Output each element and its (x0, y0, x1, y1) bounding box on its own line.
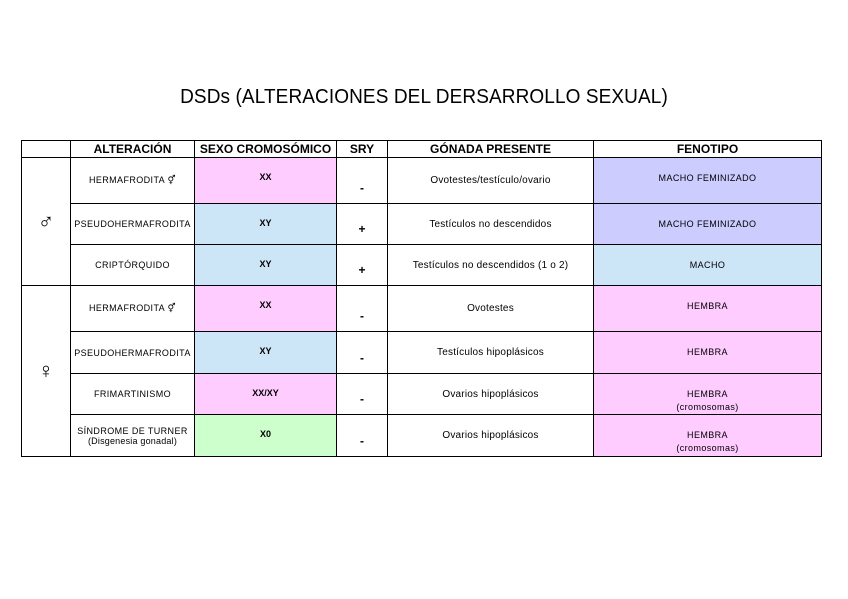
table-row (22, 245, 822, 286)
alteracion-cell: CRIPTÓRQUIDO (71, 245, 195, 286)
alteracion-cell (71, 286, 195, 332)
gonada-cell: Testículos no descendidos (388, 204, 594, 245)
fenotipo-cell: MACHO FEMINIZADO (594, 158, 822, 204)
intersex-icon: ⚥ (167, 304, 177, 314)
header-sexo-cromosomico: SEXO CROMOSÓMICO (195, 141, 337, 158)
table-row (22, 204, 822, 245)
sexo-cell: XY (195, 245, 337, 286)
sry-cell: + (337, 204, 388, 245)
gonada-cell: Ovarios hipoplásicos (388, 374, 594, 415)
sexo-cell: X0 (195, 415, 337, 457)
sry-cell: - (337, 158, 388, 204)
fenotipo-cell (594, 374, 822, 415)
sry-cell: - (337, 415, 388, 457)
header-row (22, 141, 822, 158)
alteracion-cell (71, 415, 195, 457)
alteracion-cell: FRIMARTINISMO (71, 374, 195, 415)
header-fenotipo: FENOTIPO (594, 141, 822, 158)
page-title: DSDs (ALTERACIONES DEL DERSARROLLO SEXUAL) (180, 86, 668, 109)
female-symbol-icon: ♀ (22, 286, 71, 457)
gonada-cell: Testículos no descendidos (1 o 2) (388, 245, 594, 286)
dsd-table (21, 140, 822, 457)
gonada-cell: Testículos hipoplásicos (388, 332, 594, 374)
sry-cell: - (337, 374, 388, 415)
fenotipo-cell: MACHO (594, 245, 822, 286)
fenotipo-sublabel: (cromosomas) (676, 443, 739, 453)
table-row (22, 374, 822, 415)
header-sry: SRY (337, 141, 388, 158)
fenotipo-cell: HEMBRA (594, 286, 822, 332)
intersex-icon: ⚥ (167, 176, 177, 186)
fenotipo-cell: HEMBRA (594, 332, 822, 374)
sexo-cell: XX (195, 158, 337, 204)
table-row (22, 332, 822, 374)
alteracion-cell: PSEUDOHERMAFRODITA (71, 204, 195, 245)
sexo-cell: XY (195, 332, 337, 374)
sexo-cell: XX (195, 286, 337, 332)
alteracion-label: HERMAFRODITA (88, 303, 165, 313)
header-blank (22, 141, 71, 158)
header-gonada: GÓNADA PRESENTE (388, 141, 594, 158)
fenotipo-label: HEMBRA (687, 389, 728, 399)
gonada-cell: Ovotestes (388, 286, 594, 332)
male-symbol-icon: ♂ (22, 158, 71, 286)
alteracion-cell: PSEUDOHERMAFRODITA (71, 332, 195, 374)
fenotipo-label: HEMBRA (687, 430, 728, 440)
alteracion-sublabel: (Disgenesia gonadal) (87, 435, 178, 446)
gonada-cell: Ovotestes/testículo/ovario (388, 158, 594, 204)
table-row (22, 158, 822, 204)
table-row (22, 415, 822, 457)
sry-cell: + (337, 245, 388, 286)
sry-cell: - (337, 286, 388, 332)
header-alteracion: ALTERACIÓN (71, 141, 195, 158)
sexo-cell: XY (195, 204, 337, 245)
sry-cell: - (337, 332, 388, 374)
gonada-cell: Ovarios hipoplásicos (388, 415, 594, 457)
table-row (22, 286, 822, 332)
fenotipo-cell (594, 415, 822, 457)
fenotipo-sublabel: (cromosomas) (676, 402, 739, 412)
alteracion-label: HERMAFRODITA (88, 175, 165, 185)
fenotipo-cell: MACHO FEMINIZADO (594, 204, 822, 245)
alteracion-label: SÍNDROME DE TURNER (77, 425, 188, 436)
sexo-cell: XX/XY (195, 374, 337, 415)
alteracion-cell (71, 158, 195, 204)
